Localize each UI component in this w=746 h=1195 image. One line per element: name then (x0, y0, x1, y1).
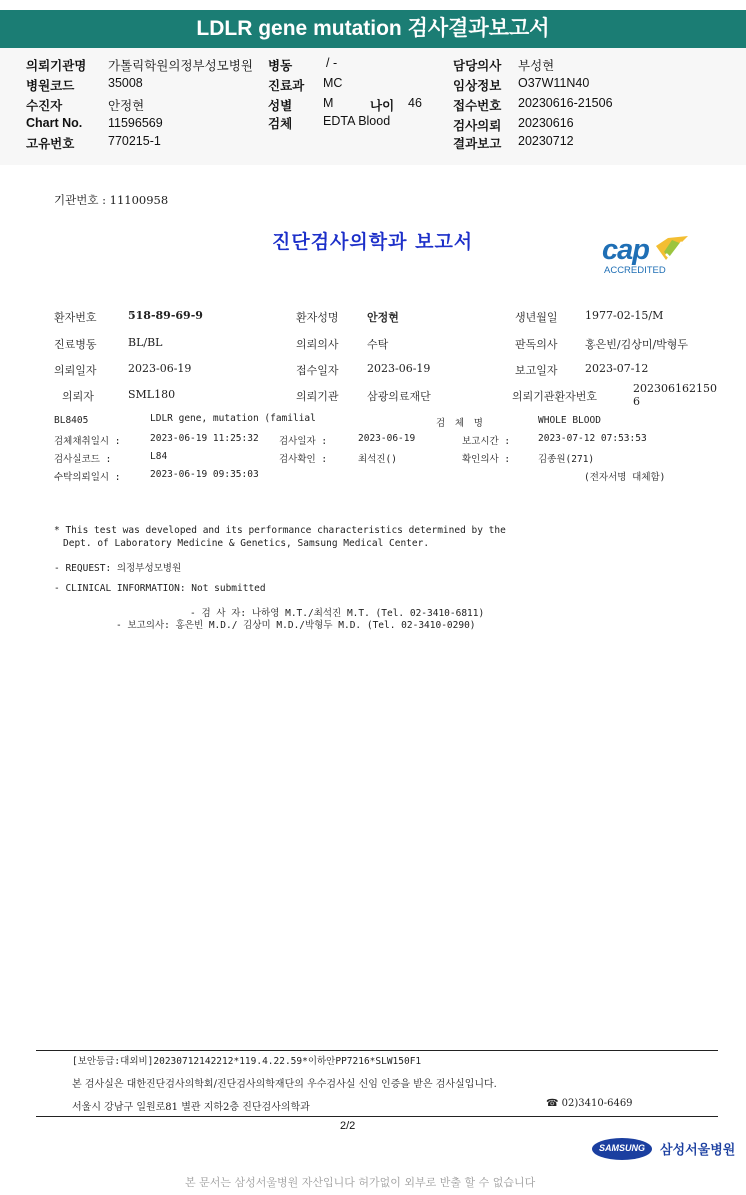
report-banner-title: LDLR gene mutation 검사결과보고서 (0, 10, 746, 48)
patient-label: 수진자 (26, 99, 63, 113)
hospital-code-label: 병원코드 (26, 79, 75, 93)
receipt-no-value: 20230616-21506 (518, 96, 613, 110)
ward-info-value: BL/BL (128, 336, 163, 349)
clinical-info-label: 임상정보 (453, 79, 502, 93)
org-patient-no-value: 202306162150 (633, 382, 717, 395)
receipt-no-label: 접수번호 (453, 99, 502, 113)
certification-note: 본 검사실은 대한진단검사의학회/진단검사의학재단의 우수검사실 신임 인증을 받은 검사실입니다. (72, 1079, 497, 1090)
footer-divider-top (36, 1050, 718, 1051)
patient-name-value: 안정현 (367, 311, 399, 324)
cap-accredited-text: ACCREDITED (604, 265, 666, 276)
confirm-doctor-label: 확인의사 : (462, 454, 511, 465)
birth-date-value: 1977-02-15/M (585, 309, 664, 322)
lab-address: 서울시 강남구 일원로81 별관 지하2층 진단검사의학과 (72, 1102, 310, 1113)
age-value: 46 (408, 96, 422, 110)
test-name: LDLR gene, mutation (familial (150, 413, 316, 424)
test-request-date-label: 검사의뢰 (453, 119, 502, 133)
chart-no-label: Chart No. (26, 116, 83, 130)
test-request-date-value: 20230616 (518, 116, 574, 130)
collection-time-value: 2023-06-19 11:25:32 (150, 433, 259, 444)
contract-time-label: 수탁의뢰일시 : (54, 472, 121, 483)
org-patient-no-label: 의뢰기관환자번호 (512, 390, 598, 403)
patient-no-value: 518-89-69-9 (128, 309, 203, 322)
specimen-name-label: 검 체 명 (436, 418, 485, 429)
tester-line: - 검 사 자: 나하영 M.T./최석진 M.T. (Tel. 02-3410-6811) (190, 608, 485, 619)
sex-label: 성별 (268, 99, 293, 113)
test-confirm-label: 검사확인 : (279, 454, 328, 465)
ward-label: 병동 (268, 59, 293, 73)
test-date-value: 2023-06-19 (358, 433, 416, 444)
birth-date-label: 생년월일 (515, 311, 558, 324)
receipt-date-value: 2023-06-19 (367, 362, 431, 375)
department-label: 진료과 (268, 79, 305, 93)
reporting-doctor-line: - 보고의사: 홍은빈 M.D./ 김상미 M.D./박형두 M.D. (Tel. 02-3410-0290) (116, 620, 476, 631)
patient-value: 안정현 (108, 99, 145, 113)
page-number: 2/2 (340, 1120, 356, 1132)
requesting-org-label: 의뢰기관 (296, 390, 339, 403)
sex-value: M (323, 96, 334, 110)
clinical-info-line: - CLINICAL INFORMATION: Not submitted (54, 583, 266, 594)
attending-doctor-value: 부성현 (518, 59, 555, 73)
request-date-label: 의뢰일자 (54, 364, 97, 377)
lab-phone: ☎ 02)3410-6469 (546, 1098, 633, 1109)
receipt-date-label: 접수일자 (296, 364, 339, 377)
method-note-line1: * This test was developed and its performance characteristics determined by the (54, 525, 506, 536)
report-date-value: 2023-07-12 (585, 362, 649, 375)
request-line: - REQUEST: 의정부성모병원 (54, 563, 182, 574)
result-report-date-value: 20230712 (518, 134, 574, 148)
reading-doctor-value: 홍은빈/김상미/박형두 (585, 338, 689, 351)
org-patient-no-value-cont: 6 (633, 395, 640, 408)
report-time-label: 보고시간 : (462, 436, 511, 447)
department-value: MC (323, 76, 343, 90)
report-time-value: 2023-07-12 07:53:53 (538, 433, 647, 444)
samsung-logo-text: SAMSUNG (598, 1143, 645, 1153)
specimen-value: EDTA Blood (323, 114, 391, 128)
requesting-org-value: 삼광의료재단 (367, 390, 431, 403)
ward-info-label: 진료병동 (54, 338, 97, 351)
request-date-value: 2023-06-19 (128, 362, 192, 375)
test-date-label: 검사일자 : (279, 436, 328, 447)
method-note-line2: Dept. of Laboratory Medicine & Genetics, Samsung Medical Center. (63, 538, 430, 549)
requester-value: SML180 (128, 388, 176, 401)
chart-no-value: 11596569 (108, 116, 163, 130)
contract-time-value: 2023-06-19 09:35:03 (150, 469, 259, 480)
confirm-doctor-value: 김종원(271) (538, 454, 595, 465)
report-date-label: 보고일자 (515, 364, 558, 377)
ordering-doctor-value: 수탁 (367, 338, 389, 351)
requester-label: 의뢰자 (62, 390, 94, 403)
collection-time-label: 검체채취일시 : (54, 436, 121, 447)
age-label: 나이 (370, 99, 395, 113)
lab-code-value: L84 (150, 451, 168, 462)
requesting-institution-label: 의뢰기관명 (26, 59, 87, 73)
attending-doctor-label: 담당의사 (453, 59, 502, 73)
cap-accredited-logo (596, 232, 696, 278)
cap-logo-text: cap (602, 234, 649, 266)
ordering-doctor-label: 의뢰의사 (296, 338, 339, 351)
result-report-date-label: 결과보고 (453, 137, 502, 151)
disclaimer-watermark: 본 문서는 삼성서울병원 자산입니다 허가없이 외부로 반출 할 수 없습니다 (185, 1176, 536, 1189)
ward-value: / - (326, 56, 338, 70)
lab-code-label: 검사실코드 : (54, 454, 112, 465)
unique-no-value: 770215-1 (108, 134, 161, 148)
footer-divider-bottom (36, 1116, 718, 1117)
electronic-signature-note: (전자서명 대체함) (584, 472, 666, 483)
test-code: BL8405 (54, 415, 89, 426)
report-title: 진단검사의학과 보고서 (272, 231, 474, 253)
institution-number: 기관번호 : 11100958 (54, 193, 169, 207)
patient-name-label: 환자성명 (296, 311, 339, 324)
test-confirm-value: 최석진() (358, 454, 397, 465)
hospital-code-value: 35008 (108, 76, 143, 90)
reading-doctor-label: 판독의사 (515, 338, 558, 351)
hospital-name: 삼성서울병원 (660, 1143, 736, 1158)
specimen-name-value: WHOLE BLOOD (538, 415, 601, 426)
unique-no-label: 고유번호 (26, 137, 75, 151)
patient-no-label: 환자번호 (54, 311, 97, 324)
security-stamp: [보안등급:대외비]20230712142212*119.4.22.59*이하안PP7216*SLW150F1 (72, 1056, 422, 1067)
clinical-info-value: O37W11N40 (518, 76, 590, 90)
specimen-label: 검체 (268, 117, 293, 131)
requesting-institution-value: 가톨릭학원의정부성모병원 (108, 59, 253, 73)
